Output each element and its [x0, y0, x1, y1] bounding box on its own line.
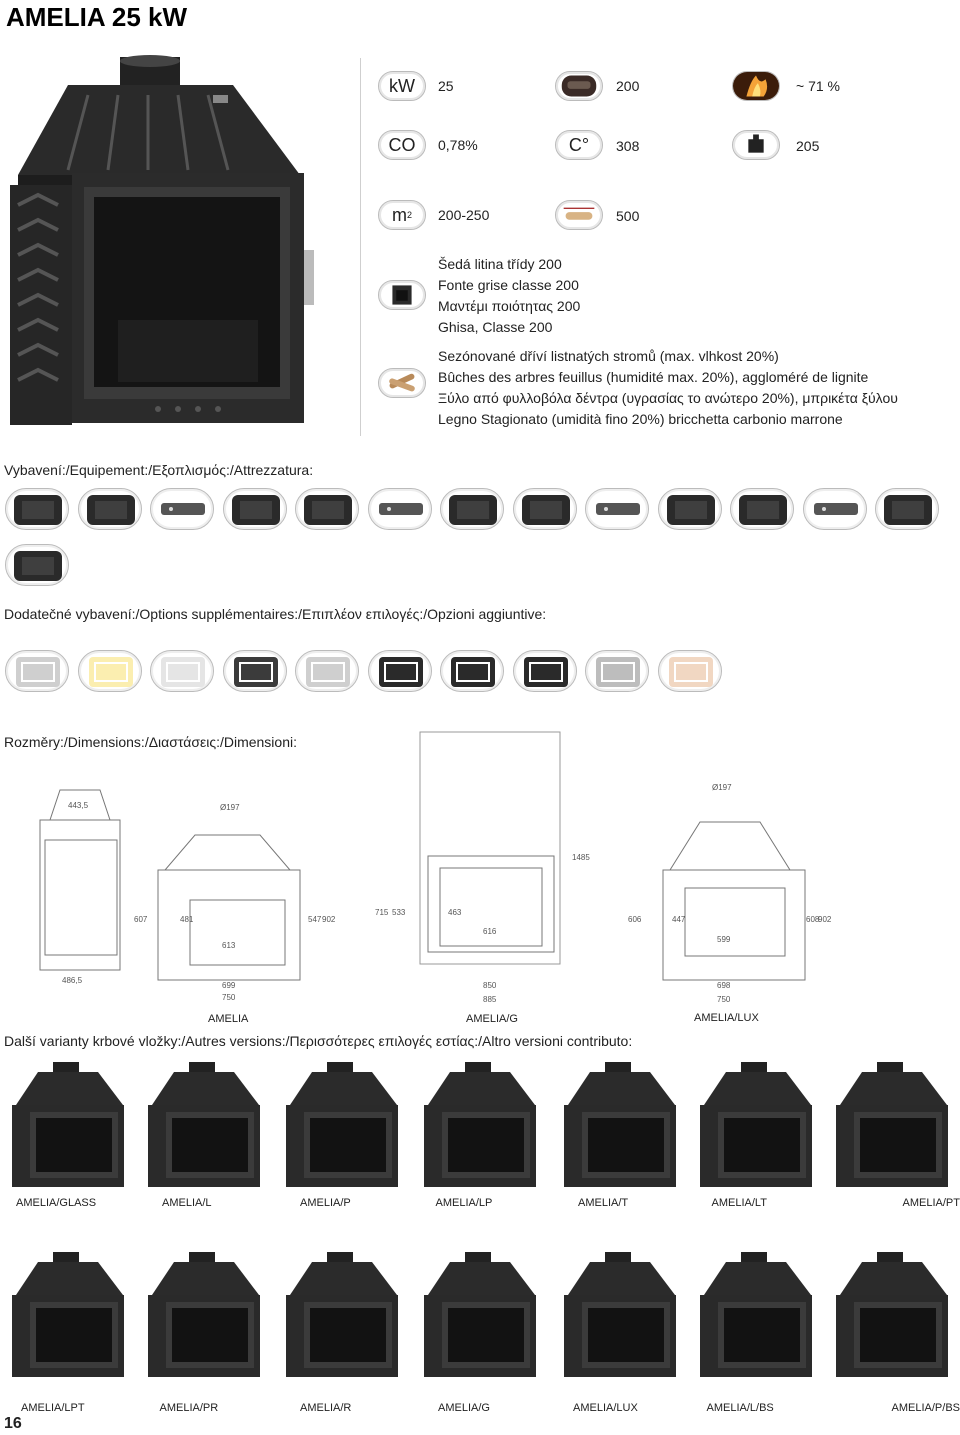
equipment-heading: Vybavení:/Equipement:/Εξοπλισμός:/Attrezzatura: [4, 462, 314, 478]
weight-icon [555, 71, 603, 101]
glass-icon [78, 650, 142, 692]
variant-row2-image-3 [282, 1250, 402, 1385]
flue-adapter-icon [295, 650, 359, 692]
variant-row2-image-7 [832, 1250, 952, 1385]
door-handle-icon [5, 488, 69, 530]
dimension-caption-amelia-g: AMELIA/G [466, 1013, 518, 1025]
page-title: AMELIA 25 kW [6, 2, 188, 32]
cast-iron-icon [378, 280, 426, 310]
svg-text:486,5: 486,5 [62, 976, 83, 985]
svg-text:750: 750 [222, 993, 236, 1002]
glass-panel-icon [223, 488, 287, 530]
weight-value: 200 [616, 78, 640, 94]
dimensions-heading: Rozměry:/Dimensions:/Διαστάσεις:/Dimensioni: [4, 734, 297, 750]
svg-text:850: 850 [483, 981, 497, 990]
svg-text:606: 606 [628, 915, 642, 924]
options-heading: Dodatečné vybavení:/Options supplémentaires:/Επιπλέον επιλογές:/Opzioni aggiuntive: [4, 606, 547, 622]
svg-text:750: 750 [717, 995, 731, 1004]
vermiculite-icon [585, 650, 649, 692]
fuel-list: Sezónované dříví listnatých stromů (max. vlhkost 20%) Bûches des arbres feuillus (humidité max. 20%), aggloméré de lignite Ξύλο από φυλλοβόλα δέντρα (υγρασίας το ανώτερο 20%), μπρικέτα ξύλου Legno Stagionato (umidità fino 20%) bricchetta carbonio marrone [438, 348, 898, 427]
variant-row1-image-4 [420, 1060, 540, 1195]
door-icon [368, 488, 432, 530]
fire-view-icon [295, 488, 359, 530]
throttle-plate-icon [150, 488, 214, 530]
firewood-icon [378, 368, 426, 398]
svg-text:547: 547 [308, 915, 322, 924]
variant-row1-image-6 [696, 1060, 816, 1195]
variant-row1-caption-7: AMELIA/PT [902, 1197, 960, 1209]
svg-text:698: 698 [717, 981, 731, 990]
variant-row1-image-7 [832, 1060, 952, 1195]
variant-row1-caption-3: AMELIA/P [300, 1197, 351, 1209]
area-value: 200-250 [438, 207, 490, 223]
svg-text:607: 607 [134, 915, 148, 924]
material-list: Šedá litina třídy 200 Fonte grise classe 200 Μαντέμι ποιότητας 200 Ghisa, Classe 200 [438, 256, 581, 335]
grate-icon [585, 488, 649, 530]
corner-glass-icon [150, 650, 214, 692]
flue-value: 205 [796, 138, 820, 154]
flue-icon [732, 130, 780, 160]
stand-icon [368, 650, 432, 692]
co-value: 0,78% [438, 137, 478, 153]
svg-text:715: 715 [375, 908, 389, 917]
variant-row2-caption-6: AMELIA/L/BS [706, 1402, 774, 1414]
variant-row1-caption-2: AMELIA/L [162, 1197, 212, 1209]
hinge-icon [513, 488, 577, 530]
variant-row1-image-5 [560, 1060, 680, 1195]
variant-row1-image-1 [8, 1060, 128, 1195]
variant-row2-image-2 [144, 1250, 264, 1385]
ash-door-icon [440, 488, 504, 530]
frame-icon [5, 650, 69, 692]
cast-iron-rib-icon [5, 544, 69, 586]
efficiency-value: ~ 71 % [796, 78, 840, 94]
variant-row1-caption-4: AMELIA/LP [435, 1197, 493, 1209]
svg-text:533: 533 [392, 908, 406, 917]
svg-text:447: 447 [672, 915, 686, 924]
dimension-caption-amelia-lux: AMELIA/LUX [694, 1012, 759, 1024]
svg-text:Ø197: Ø197 [712, 783, 732, 792]
svg-text:616: 616 [483, 927, 497, 936]
bracket-icon [440, 650, 504, 692]
variant-row2-image-4 [420, 1250, 540, 1385]
variant-row2-image-5 [560, 1250, 680, 1385]
variant-row1-image-2 [144, 1060, 264, 1195]
svg-text:902: 902 [322, 915, 336, 924]
svg-text:Ø197: Ø197 [220, 803, 240, 812]
variant-row2-image-6 [696, 1250, 816, 1385]
variants-heading: Další varianty krbové vložky:/Autres versions:/Περισσότερες επιλογές εστίας:/Altro versioni contributo: [4, 1033, 633, 1049]
variant-row2-caption-3: AMELIA/R [300, 1402, 352, 1414]
temperature-icon: C° [555, 130, 603, 160]
svg-text:1485: 1485 [572, 853, 590, 862]
variant-row1-caption-5: AMELIA/T [578, 1197, 629, 1209]
variant-row2-caption-5: AMELIA/LUX [573, 1402, 638, 1414]
front-frame-icon [223, 650, 287, 692]
log-length-icon [555, 200, 603, 230]
power-icon: kW [378, 71, 426, 101]
svg-text:613: 613 [222, 941, 236, 950]
deflector-icon [803, 488, 867, 530]
svg-text:443,5: 443,5 [68, 801, 89, 810]
ash-pan-icon [658, 488, 722, 530]
page-number: 16 [4, 1415, 22, 1432]
dimension-caption-amelia: AMELIA [208, 1013, 249, 1025]
variant-row2-caption-7: AMELIA/P/BS [891, 1402, 960, 1414]
black-frame-icon [513, 650, 577, 692]
side-panel-icon [730, 488, 794, 530]
efficiency-flame-icon [732, 71, 780, 101]
svg-text:885: 885 [483, 995, 497, 1004]
temperature-value: 308 [616, 138, 640, 154]
divider [360, 58, 361, 436]
variant-row2-caption-4: AMELIA/G [438, 1402, 490, 1414]
svg-text:481: 481 [180, 915, 194, 924]
dimension-drawings [0, 730, 960, 1030]
variant-row2-image-1 [8, 1250, 128, 1385]
co-icon: CO [378, 130, 426, 160]
svg-text:608: 608 [806, 915, 820, 924]
svg-text:599: 599 [717, 935, 731, 944]
svg-text:463: 463 [448, 908, 462, 917]
fireproof-liner-icon [658, 650, 722, 692]
variant-row2-caption-2: AMELIA/PR [159, 1402, 219, 1414]
air-control-icon [875, 488, 939, 530]
power-value: 25 [438, 78, 454, 94]
log-length-value: 500 [616, 208, 640, 224]
svg-text:699: 699 [222, 981, 236, 990]
cast-iron-side-icon [78, 488, 142, 530]
variant-row2-caption-1: AMELIA/LPT [21, 1402, 85, 1414]
variant-row1-image-3 [282, 1060, 402, 1195]
variant-row1-caption-1: AMELIA/GLASS [16, 1197, 97, 1209]
area-icon: m 2 [378, 200, 426, 230]
fireplace-hero-image [8, 55, 358, 435]
variant-row1-caption-6: AMELIA/LT [711, 1197, 767, 1209]
svg-text:902: 902 [818, 915, 832, 924]
